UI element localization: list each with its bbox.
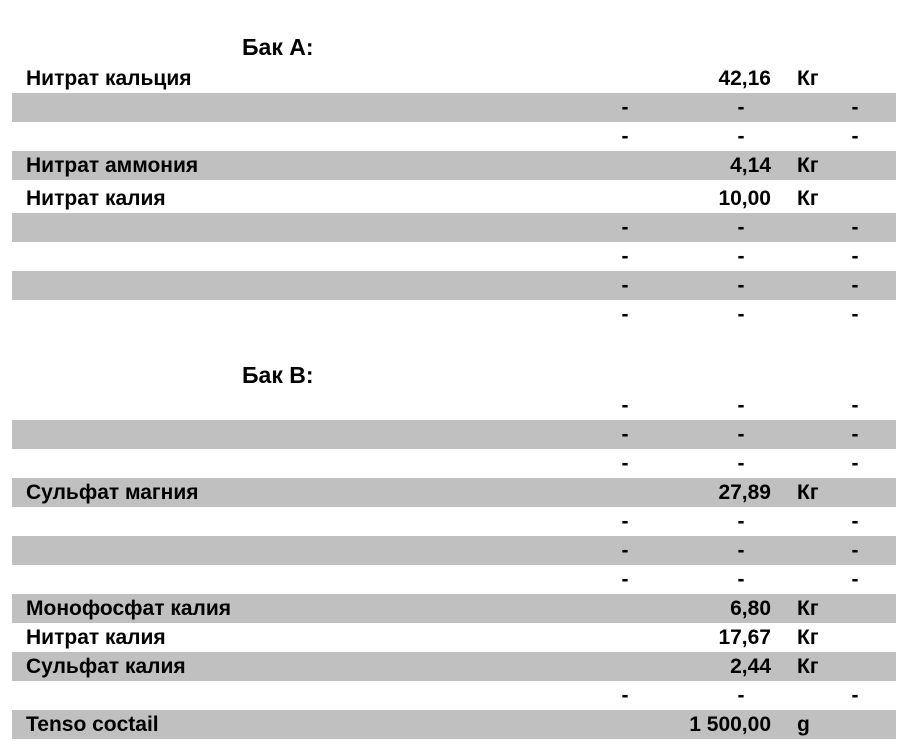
table-row — [12, 420, 896, 449]
item-unit: Кг — [797, 67, 819, 90]
dash: - — [737, 568, 745, 591]
item-unit: Кг — [797, 481, 819, 504]
dash: - — [737, 510, 745, 533]
item-name: Сульфат магния — [26, 481, 199, 504]
item-name: Нитрат калия — [26, 187, 166, 210]
dash: - — [621, 125, 629, 148]
table-row — [12, 652, 896, 681]
item-name: Сульфат калия — [26, 655, 186, 678]
dash: - — [851, 303, 859, 326]
item-amount: 2,44 — [730, 655, 771, 678]
dash: - — [737, 394, 745, 417]
item-unit: Кг — [797, 626, 819, 649]
table-row — [12, 184, 896, 213]
table-row — [12, 93, 896, 122]
dash: - — [737, 245, 745, 268]
dash: - — [737, 539, 745, 562]
dash: - — [737, 125, 745, 148]
tank-b-title: Бак B: — [242, 362, 314, 388]
table-row — [12, 623, 896, 652]
item-name: Нитрат аммония — [26, 154, 199, 177]
table-row — [12, 681, 896, 710]
dash: - — [737, 96, 745, 119]
dash: - — [851, 539, 859, 562]
dash: - — [851, 568, 859, 591]
dash: - — [621, 394, 629, 417]
dash: - — [621, 96, 629, 119]
item-unit: g — [797, 713, 810, 736]
dash: - — [737, 303, 745, 326]
table-row — [12, 391, 896, 420]
dash: - — [851, 96, 859, 119]
table-row — [12, 710, 896, 739]
table-row — [12, 449, 896, 478]
dash: - — [851, 452, 859, 475]
dash: - — [737, 684, 745, 707]
item-unit: Кг — [797, 187, 819, 210]
item-amount: 1 500,00 — [689, 713, 771, 736]
item-name: Нитрат калия — [26, 626, 166, 649]
table-row — [12, 300, 896, 329]
table-row — [12, 64, 896, 93]
item-name: Tenso coctail — [26, 713, 159, 736]
table-row — [12, 242, 896, 271]
dash: - — [621, 568, 629, 591]
table-row — [12, 213, 896, 242]
dash: - — [851, 423, 859, 446]
table-row — [12, 565, 896, 594]
item-amount: 10,00 — [718, 187, 771, 210]
item-name: Нитрат кальция — [26, 67, 192, 90]
dash: - — [621, 245, 629, 268]
table-row — [12, 122, 896, 151]
dash: - — [621, 452, 629, 475]
item-amount: 4,14 — [730, 154, 771, 177]
item-unit: Кг — [797, 655, 819, 678]
table-row — [12, 151, 896, 180]
dash: - — [851, 125, 859, 148]
dash: - — [621, 423, 629, 446]
table-row — [12, 271, 896, 300]
dash: - — [851, 274, 859, 297]
item-unit: Кг — [797, 154, 819, 177]
dash: - — [621, 510, 629, 533]
dash: - — [737, 452, 745, 475]
dash: - — [621, 684, 629, 707]
dash: - — [737, 423, 745, 446]
dash: - — [851, 684, 859, 707]
item-amount: 27,89 — [718, 481, 771, 504]
table-row — [12, 594, 896, 623]
dash: - — [851, 510, 859, 533]
item-name: Монофосфат калия — [26, 597, 232, 620]
dash: - — [621, 274, 629, 297]
item-unit: Кг — [797, 597, 819, 620]
dash: - — [851, 245, 859, 268]
dash: - — [621, 539, 629, 562]
table-row — [12, 536, 896, 565]
dash: - — [621, 303, 629, 326]
dash: - — [737, 216, 745, 239]
table-row — [12, 478, 896, 507]
item-amount: 6,80 — [730, 597, 771, 620]
dash: - — [851, 394, 859, 417]
item-amount: 42,16 — [718, 67, 771, 90]
item-amount: 17,67 — [718, 626, 771, 649]
tank-a-title: Бак А: — [242, 34, 314, 60]
dash: - — [851, 216, 859, 239]
dash: - — [737, 274, 745, 297]
table-row — [12, 507, 896, 536]
dash: - — [621, 216, 629, 239]
